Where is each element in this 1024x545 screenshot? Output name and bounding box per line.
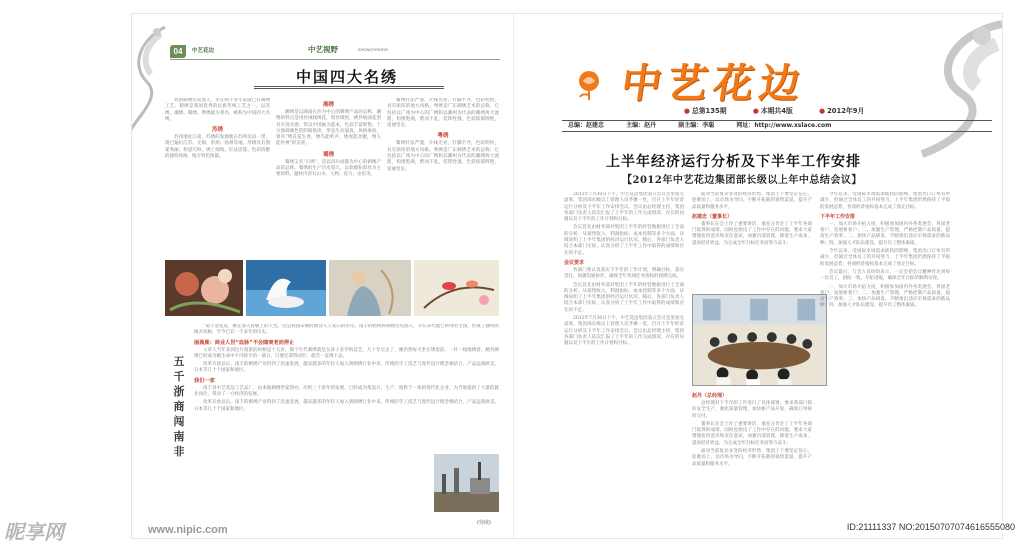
paragraph: 面对当前复杂多变的经济形势，集团上下要坚定信心，迎难而上，以市场为导向，不断开拓新的销售渠道，提升产品质量和服务水平。 xyxy=(692,449,812,467)
paragraph: 2012年7月30日下午，中艺花边集团第五会议室里座无虚席，集团部长级以上管理人员齐聚一堂，召开上半年经济运行分析及下半年工作安排会议。会议由总经理主持，集团各部门负责人依次汇报了上半年的工作完成情况、存在的问题以及下半年的工作计划和目标。 xyxy=(564,316,684,347)
meeting-photo xyxy=(692,294,827,386)
paragraph: 董事长在会上作了重要讲话，他充分肯定了上半年各部门取得的成绩，同时也指出了工作中存在的问题，要求大家增强危机意识和责任意识，加强内部管理，降低生产成本，提高经济效益，为完成全年目标任务而努力奋斗。 xyxy=(692,421,812,446)
vertical-title: 五千浙商闯南非 xyxy=(173,355,185,458)
bullet-icon: ● xyxy=(684,107,690,115)
article-column xyxy=(387,98,499,258)
lower-subheading: 丽鹿鹿：商业人世“血脉”不会随衰老而停止 xyxy=(194,339,295,346)
article-subheading: 赵建忠（董事长） xyxy=(692,213,733,220)
staff-deputy: 副主编：李聪 xyxy=(678,122,715,129)
lower-subheading: 我们一家 xyxy=(194,377,215,384)
section-title: 中艺视野 xyxy=(308,45,338,54)
newspaper-spread xyxy=(132,14,1002,538)
article-column xyxy=(692,192,812,290)
factory-photo xyxy=(434,454,499,512)
paragraph: 改革开放以后，南丰的刺绣产业得到了迅速发展，越来越多的年轻人加入到刺绣行业中来，传统的手工技艺与现代设计理念相结合，产品远销欧美、日本等几十个国家和地区。 xyxy=(194,362,499,374)
article-column xyxy=(564,192,684,492)
staff-bar xyxy=(562,120,992,132)
subheading-xiang: 湘绣 xyxy=(322,102,334,108)
continued-mark: (待续) xyxy=(477,520,491,526)
paragraph: 苏州地处江南，苏绣的发源地在苏州吴县一带，现已遍衍江苏、无锡、常州、扬州等地。苏绣具有图案秀丽、构思巧妙、绣工细致、针法活泼、色彩清雅的独特风格，地方特色浓郁。 xyxy=(165,135,270,160)
paragraph: 南丰县中艺花边工艺品厂，由本地刺绣世家创办，历经三十余年的发展，已经成为集设计、生产、销售于一体的现代化企业，为当地提供了大量的就业岗位，带动了一方经济的发展。 xyxy=(194,385,499,398)
paragraph: 我国刺绣历史悠久，早在两千多年前就已有刺绣工艺。刺绣是我国优秀的民族传统工艺之一，以苏绣、湘绣、蜀绣、粤绣最为著名，被称为中国四大名绣。 xyxy=(165,98,270,122)
paragraph: 父辈人当年来到这片商旅的时候是十五岁，那个年代刺绣就是女孩子必学的技艺。几十年过去了，她仍然每天坐在绣架前，一针一线地绣着，她说刺绣已经成为她生命中不可缺少的一部分，只要还拿得动针，就会一直绣下去。 xyxy=(194,347,499,359)
staff-chief: 主编：赵丹 xyxy=(626,122,657,129)
main-headline: 上半年经济运行分析及下半年工作安排 xyxy=(606,154,861,170)
masthead-title: 中艺花边 xyxy=(618,60,809,107)
issue-date: 2012年9月 xyxy=(827,107,865,115)
figure-embroidery-photo xyxy=(329,260,411,316)
section-header xyxy=(170,44,500,60)
left-page xyxy=(132,14,514,538)
birds-embroidery-photo xyxy=(414,260,499,316)
article-heading: 中国四大名绣 xyxy=(295,68,398,86)
rose-logo-icon xyxy=(574,69,604,101)
article-subheading: 会议要求 xyxy=(564,259,585,266)
staff-website: 网址：http://www.xslace.com xyxy=(736,122,832,129)
staff-editor: 总编：赵建忠 xyxy=(568,122,605,129)
paragraph: 一、加大市场开拓力度，积极参加国内外各类展会，巩固老客户，发展新客户；二、加强生产管理，严格控制产品质量，提高生产效率；三、加快产品研发，不断推出适应市场需求的新品种；四、加强人才队伍建设，提升员工整体素质。 xyxy=(820,284,950,309)
issue-pages: 本期共4版 xyxy=(760,107,793,115)
embroidery-photo xyxy=(165,260,243,316)
paragraph: 会议首先由财务部对集团上半年的经营数据进行了全面的分析，从销售收入、利润指标、成本控制等多个方面，详细说明了上半年集团的经济运行状况。随后，各部门负责人结合本部门实际，认真分析了上半年工作中取得的成绩和存在的不足。 xyxy=(564,225,684,256)
article-column xyxy=(692,390,812,530)
paragraph: 一、加大市场开拓力度，积极参加国内外各类展会，巩固老客户，发展新客户；二、加强生产管理，严格控制产品质量，提高生产效率；三、加快产品研发，不断推出适应市场需求的新品种；四、加强人才队伍建设，提升员工整体素质。 xyxy=(820,221,950,246)
watermark-id: ID:21111337 NO:20150707074616555080 xyxy=(844,521,1018,533)
article-subheading: 赵丹（总经理） xyxy=(692,393,728,399)
paragraph: 今年以来，受国际市场需求疲软的影响，集团出口订单有所减少，但通过全体员工的共同努力，上半年集团仍然保持了平稳的发展态势，各项经济指标基本完成了预定目标。 xyxy=(820,192,950,210)
article-column xyxy=(276,98,381,258)
swan-embroidery-photo xyxy=(246,260,326,316)
subheading-yue: 粤绣 xyxy=(437,133,449,140)
dragon-ornament-icon xyxy=(132,22,169,132)
paragraph: 各部门要认真落实下半年的工作计划，明确目标，落实责任，加强沟通协作，确保全年各项任务指标的圆满完成。 xyxy=(564,267,684,280)
subheading-su: 苏绣 xyxy=(211,127,223,134)
page-number: 04 xyxy=(170,45,186,58)
subheading-shu: 蜀绣 xyxy=(322,151,334,158)
paragraph: “南丰金花发，聚在深入智敏上的天堂。”这是我国宋朝时期诗人王安石的名句。南丰的纺织和刺绣历史悠久，早在宋代就已经闻名全国，形成了独特的地方风格，至今已有一千多年的历史。 xyxy=(194,324,499,336)
watermark-logo: 昵享网 xyxy=(4,520,64,544)
paragraph: 蜀绣又名“川绣”，是以四川成都为中心的刺绣产品的总称。蜀绣的生产历史悠久，以软缎和彩丝为主要原料，题材内容有山水、人物、花鸟、虫鱼等。 xyxy=(276,159,381,178)
paragraph: 董事长在会上作了重要讲话，他充分肯定了上半年各部门取得的成绩，同时也指出了工作中存在的问题，要求大家增强危机意识和责任意识，加强内部管理，降低生产成本，提高经济效益，为完成全年目标任务而努力奋斗。 xyxy=(692,221,812,246)
paragraph: 蜀绣针法严谨，片线光亮，针脚平齐，色彩明快，具有浓厚的地方风格。粤绣是广东刺绣艺术的总称，它包括以广州为中心的广绣和以潮州为代表的潮绣两大流派，构图饱满，繁而不乱，装饰性强，色彩浓郁鲜艳，富丽堂皇。 xyxy=(387,141,499,172)
paragraph: 会议最后，与会人员纷纷表示，一定会把会议精神传达到每一位员工，团结一致，开拓进取，确保全年目标的顺利实现。 xyxy=(820,269,950,282)
section-title-en: ZHONGYISHIYE xyxy=(358,47,389,52)
paragraph: 蜀绣针法严谨，片线光亮，针脚平齐，色彩明快，具有浓厚的地方风格。粤绣是广东刺绣艺术的总称，它包括以广州为中心的广绣和以潮州为代表的潮绣两大流派，构图饱满，繁而不乱，装饰性强，色彩浓郁鲜艳，富丽堂皇。 xyxy=(387,98,499,129)
header-brand: 中艺花边 xyxy=(192,48,215,54)
watermark-url: www.nipic.com xyxy=(148,524,228,536)
dragon-ornament-icon xyxy=(832,14,1002,164)
right-page xyxy=(514,14,1002,538)
paragraph: 面对当前复杂多变的经济形势，集团上下要坚定信心，迎难而上，以市场为导向，不断开拓新的销售渠道，提升产品质量和服务水平。 xyxy=(692,192,812,210)
paragraph: 会议首先由财务部对集团上半年的经营数据进行了全面的分析，从销售收入、利润指标、成本控制等多个方面，详细说明了上半年集团的经济运行状况。随后，各部门负责人结合本部门实际，认真分析了上半年工作中取得的成绩和存在的不足。 xyxy=(564,282,684,313)
sub-headline: 【2012年中艺花边集团部长级以上年中总结会议】 xyxy=(622,175,862,186)
paragraph: 改革开放以后，南丰的刺绣产业得到了迅速发展，越来越多的年轻人加入到刺绣行业中来，传统的手工技艺与现代设计理念相结合，产品远销欧美、日本等几十个国家和地区。 xyxy=(194,400,499,412)
paragraph: 总经理对下半年的工作进行了具体部署，要求各部门抓好安全生产，强化质量管理，加快新产品开发，确保订单按时交付。 xyxy=(692,401,812,419)
heading-rule xyxy=(254,86,444,89)
bullet-icon: ● xyxy=(819,107,826,115)
paragraph: 2012年7月30日下午，中艺花边集团第五会议室里座无虚席，集团部长级以上管理人员齐聚一堂，召开上半年经济运行分析及下半年工作安排会议。会议由总经理主持，集团各部门负责人依次汇报了上半年的工作完成情况、存在的问题以及下半年的工作计划和目标。 xyxy=(564,192,684,223)
paragraph: 今年以来，受国际市场需求疲软的影响，集团出口订单有所减少，但通过全体员工的共同努力，上半年集团仍然保持了平稳的发展态势，各项经济指标基本完成了预定目标。 xyxy=(820,249,950,267)
issue-total: 总第135期 xyxy=(691,107,727,115)
bullet-icon: ● xyxy=(752,107,759,115)
article-column xyxy=(165,98,270,258)
paragraph: 湘绣是以湖南长沙为中心的刺绣产品的总称。湘绣的特点是用丝绒线绣花，劈丝细致，绣件绒面花型具有真实感，常以中国画为蓝本，色彩丰富鲜艳，十分强调颜色的阴阳浓淡，形态生动逼真，风格豪放，曾有“绣花花生香，绣鸟能听声，绣虎能奔跑，绣人能传神”的美誉。 xyxy=(276,110,381,147)
issue-info xyxy=(684,105,888,115)
article-subheading: 下半年工作安排 xyxy=(820,213,856,220)
article-column xyxy=(820,192,950,522)
